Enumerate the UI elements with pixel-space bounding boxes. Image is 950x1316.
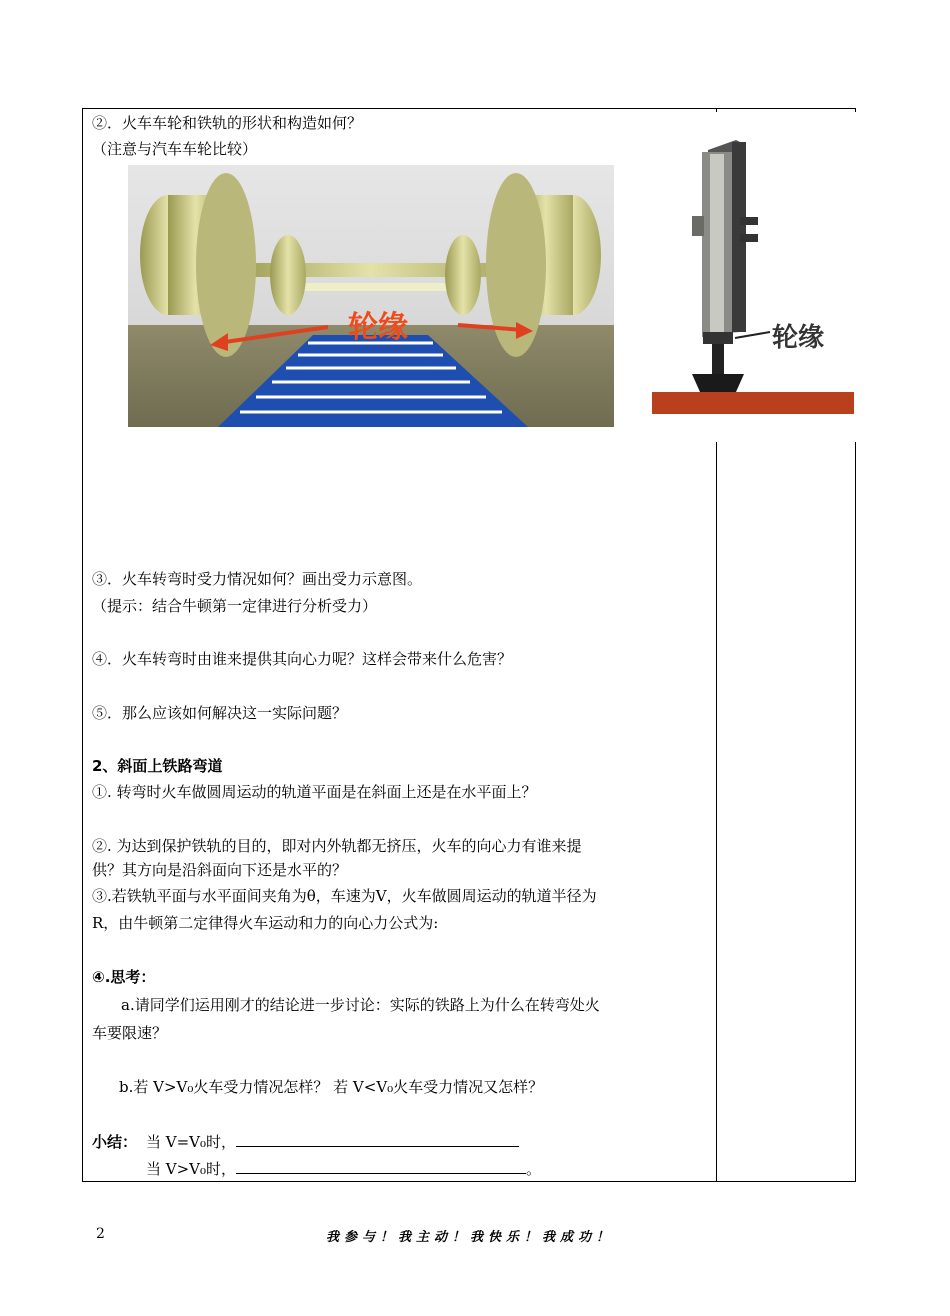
slope-question-1: ①. 转弯时火车做圆周运动的轨道平面是在斜面上还是在水平面上？ [92,783,537,801]
answer-blank-1[interactable] [236,1132,519,1147]
think-heading: ④.思考： [92,968,156,986]
answer-blank-2[interactable] [236,1159,526,1174]
think-b: b.若 V>V₀火车受力情况怎样？ 若 V<V₀火车受力情况又怎样？ [119,1078,544,1096]
question-2-title: ②．火车车轮和铁轨的形状和构造如何？ [92,114,363,132]
wheelset-figure [128,165,614,427]
think-a-line2: 车要限速？ [92,1024,168,1042]
slope-question-2-line1: ②. 为达到保护铁轨的目的，即对内外轨都无挤压，火车的向心力有谁来提 [92,837,582,855]
summary-line-2 [146,1158,541,1180]
page-number: 2 [96,1226,105,1242]
question-3-hint: （提示：结合牛顿第一定律进行分析受力） [92,597,378,615]
summary-line-2-suffix: 。 [526,1160,542,1178]
summary-label: 小结： [92,1133,138,1151]
flange-label-side: 轮缘 [772,323,825,353]
summary-line-1 [146,1131,519,1153]
slope-question-3-line1: ③.若铁轨平面与水平面间夹角为θ，车速为V，火车做圆周运动的轨道半径为 [92,887,597,905]
summary-line-1-prefix: 当 V=V₀时， [146,1133,237,1151]
think-a-line1: a.请同学们运用刚才的结论进一步讨论：实际的铁路上为什么在转弯处火 [121,996,600,1014]
wheel-cross-section-figure [640,112,856,442]
slope-question-2-line2: 供？其方向是沿斜面向下还是水平的？ [92,861,348,879]
question-5-title: ⑤．那么应该如何解决这一实际问题？ [92,704,348,722]
question-2-note: （注意与汽车车轮比较） [92,140,258,158]
slope-question-3-line2: R，由牛顿第二定律得火车运动和力的向心力公式为: [92,914,439,932]
footer-motto: 我参与！我主动！我快乐！我成功！ [326,1230,615,1245]
summary-line-2-prefix: 当 V>V₀时， [146,1160,237,1178]
question-3-title: ③．火车转弯时受力情况如何？画出受力示意图。 [92,570,423,588]
question-4-title: ④．火车转弯时由谁来提供其向心力呢？这样会带来什么危害？ [92,650,513,668]
flange-label: 轮缘 [348,310,408,345]
slope-section-heading: 2、斜面上铁路弯道 [92,757,223,775]
